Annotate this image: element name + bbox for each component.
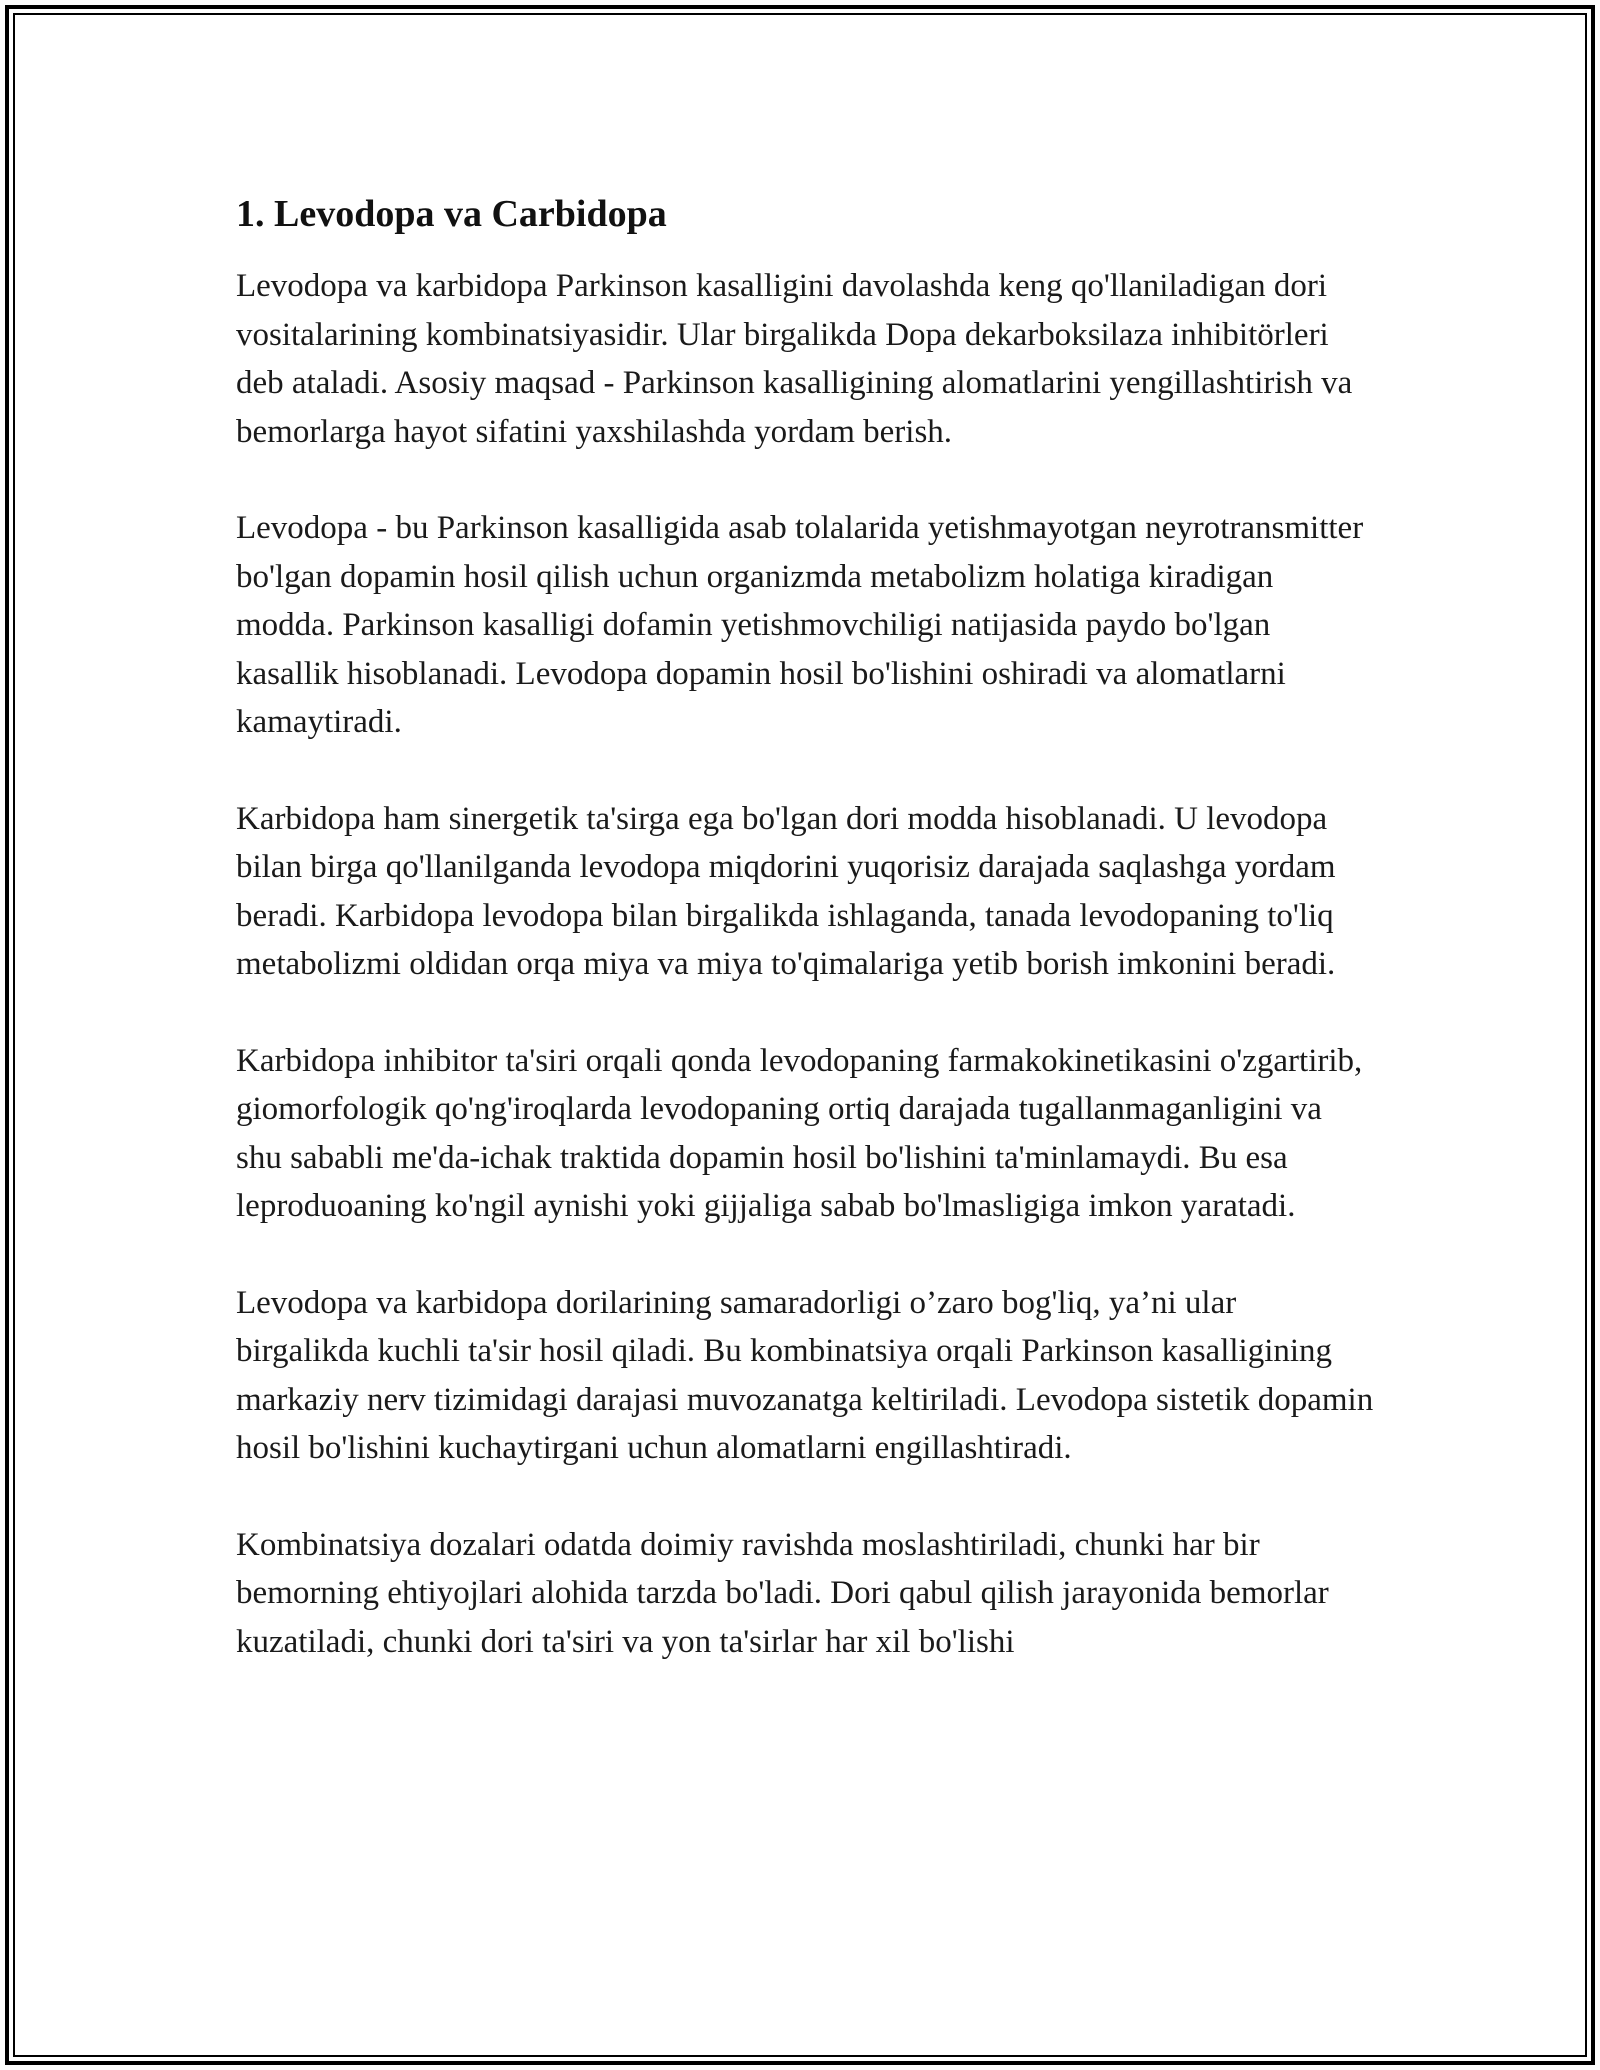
paragraph-carbidopa-inhibition: Karbidopa inhibitor ta'siri orqali qonda levodopaning farmakokinetikasini o'zgartirib, giomorfologik qo'ng'iroqlarda levodopaning ortiq darajada tugallanmaganligini va shu sababli me'da-ichak traktida dopamin hosil bo'lishini ta'minlamaydi. Bu esa leproduoaning ko'ngil aynishi yoki gijjaliga sabab bo'lmasligiga imkon yaratadi. [236, 1042, 1363, 1224]
paragraph-combined-effect: Levodopa va karbidopa dorilarining samaradorligi o’zaro bog'liq, ya’ni ular birgalikda kuchli ta'sir hosil qiladi. Bu kombinatsiya orqali Parkinson kasalligining markaziy nerv tizimidagi darajasi muvozanatga keltiriladi. Levodopa sistetik dopamin hosil bo'lishini kuchaytirgani uchun alomatlarni engillashtiradi. [236, 1284, 1374, 1466]
paragraph-dosing: Kombinatsiya dozalari odatda doimiy ravishda moslashtiriladi, chunki har bir bemorning ehtiyojlari alohida tarzda bo'ladi. Dori qabul qilish jarayonida bemorlar kuzatiladi, chunki dori ta'siri va yon ta'sirlar har xil bo'lishi [236, 1526, 1329, 1660]
paragraph-levodopa-role: Levodopa - bu Parkinson kasalligida asab tolalarida yetishmayotgan neyrotransmitter bo'lgan dopamin hosil qilish uchun organizmda metabolizm holatiga kiradigan modda. Parkinson kasalligi dofamin yetishmovchiligi natijasida paydo bo'lgan kasallik hisoblanadi. Levodopa dopamin hosil bo'lishini oshiradi va alomatlarni kamaytiradi. [236, 510, 1364, 740]
section-heading: 1. Levodopa va Carbidopa [236, 193, 667, 235]
paragraph-levodopa-carbidopa-intro: Levodopa va karbidopa Parkinson kasalligini davolashda keng qo'llaniladigan dori vositalarining kombinatsiyasidir. Ular birgalikda Dopa dekarboksilaza inhibitörleri deb ataladi. Asosiy maqsad - Parkinson kasalligining alomatlarini yengillashtirish va bemorlarga hayot sifatini yaxshilashda yordam berish. [236, 268, 1353, 450]
paragraph-carbidopa-role: Karbidopa ham sinergetik ta'sirga ega bo'lgan dori modda hisoblanadi. U levodopa bilan birga qo'llanilganda levodopa miqdorini yuqorisiz darajada saqlashga yordam beradi. Karbidopa levodopa bilan birgalikda ishlaganda, tanada levodopaning to'liq metabolizmi oldidan orqa miya va miya to'qimalariga yetib borish imkonini beradi. [236, 800, 1336, 982]
document-body [236, 186, 1376, 1714]
